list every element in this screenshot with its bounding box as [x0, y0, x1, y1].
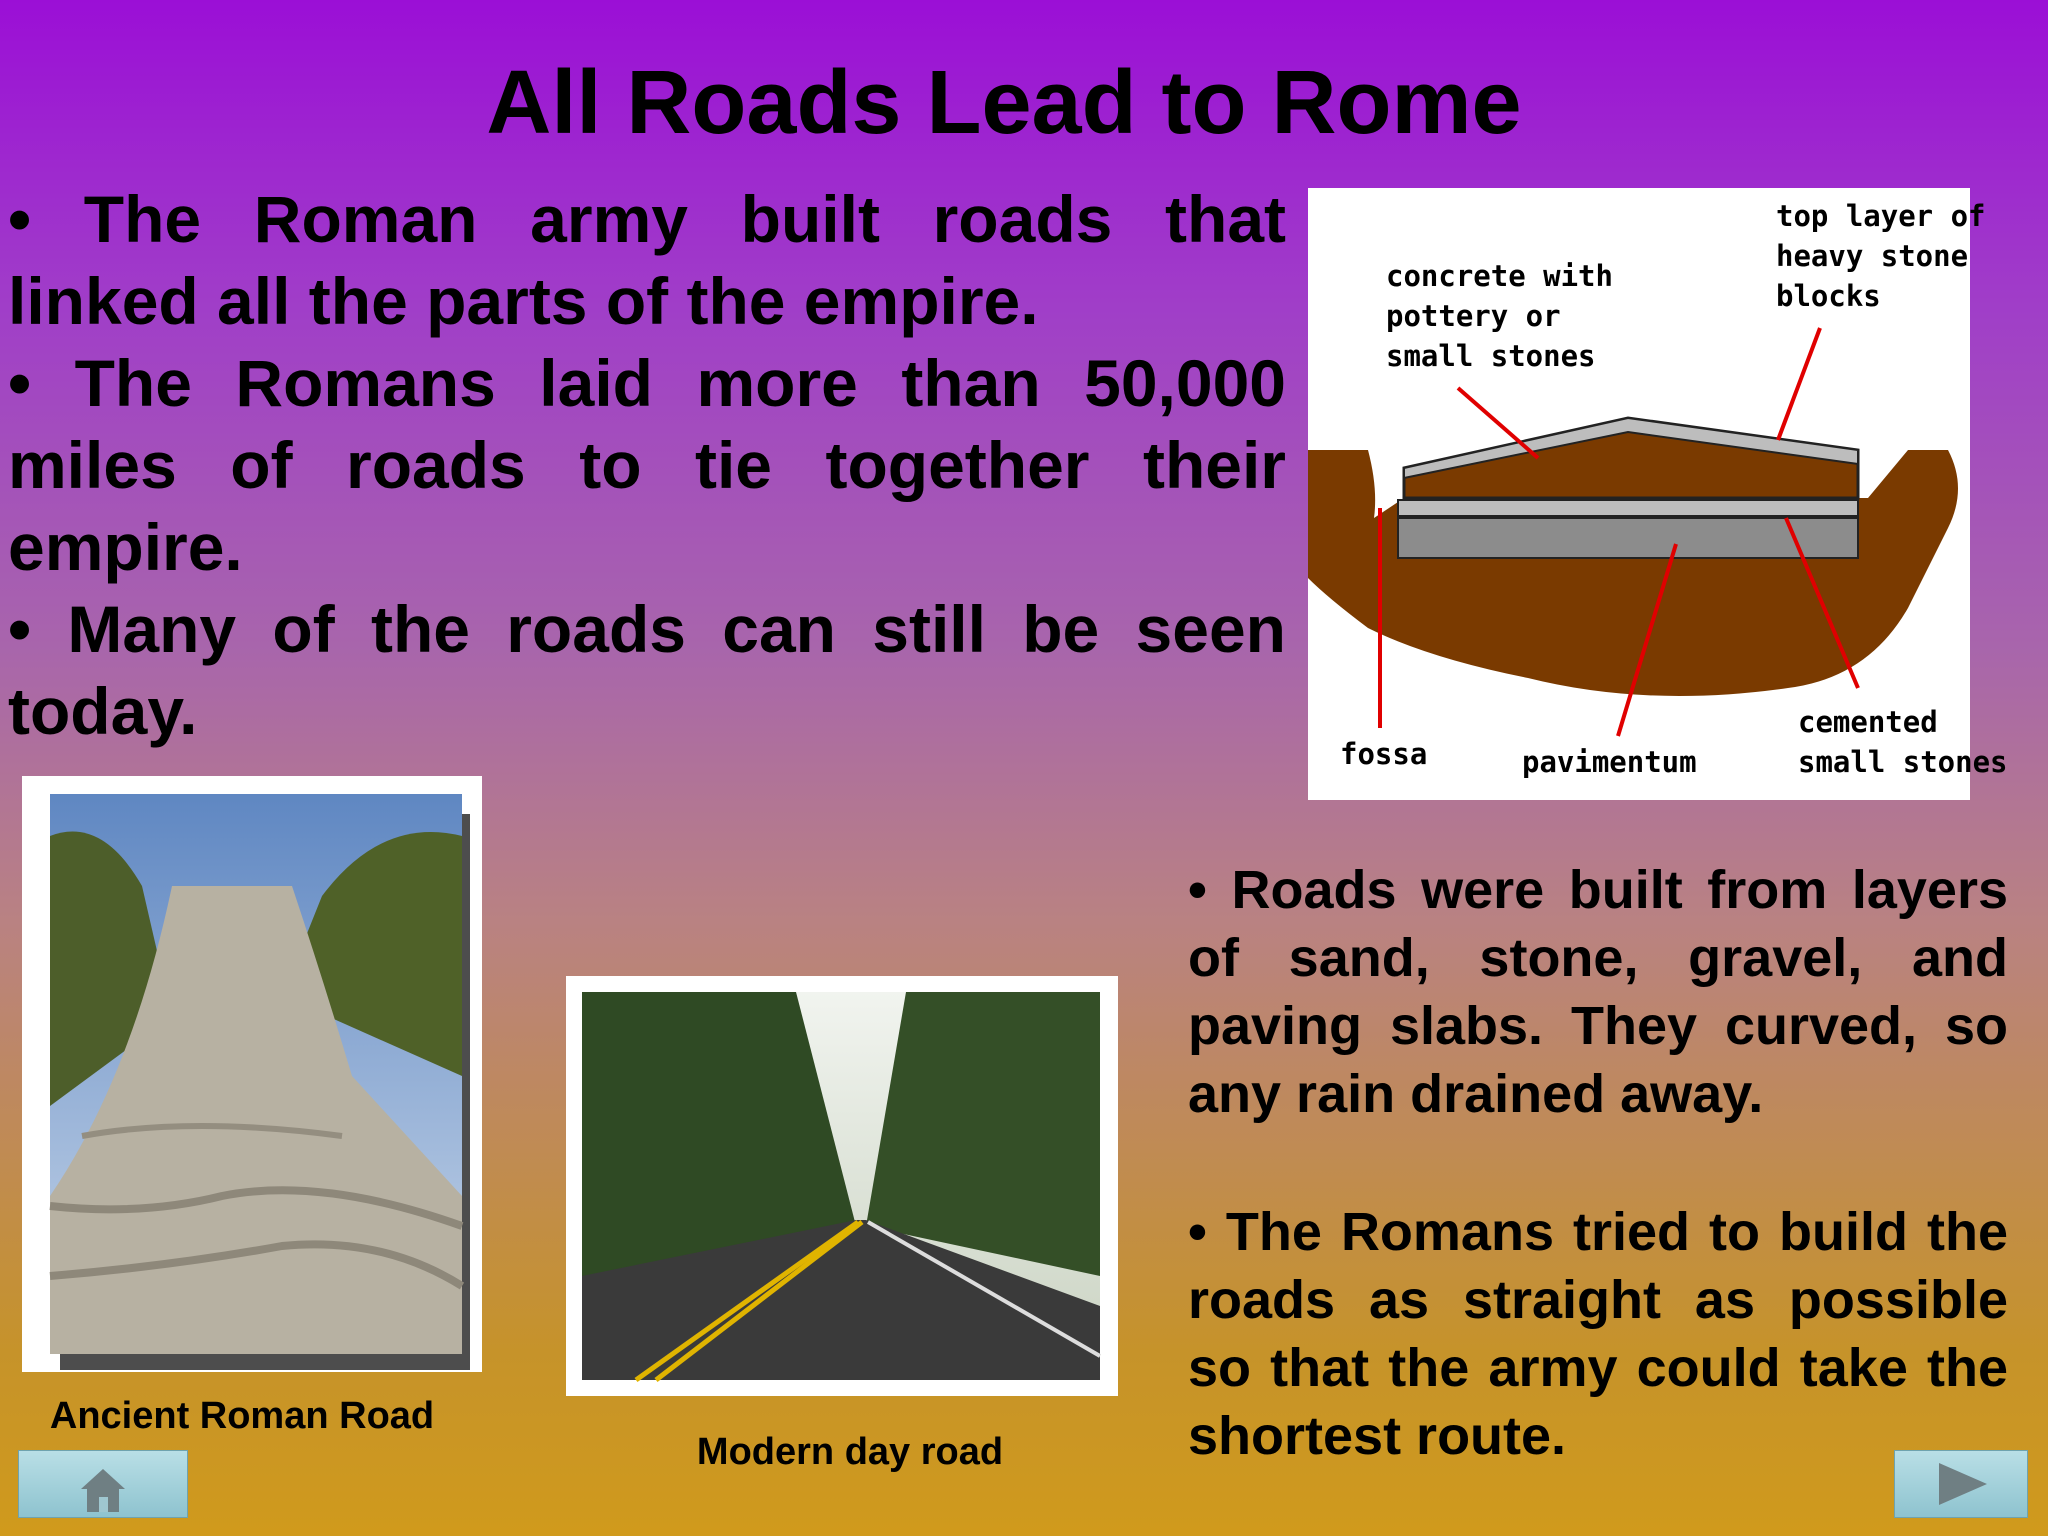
road-diagram-svg	[1308, 188, 2008, 800]
modern-road-photo	[566, 976, 1118, 1396]
bullet-roads-seen-today: • Many of the roads can still be seen today.	[8, 592, 1286, 748]
ancient-road-photo	[22, 776, 482, 1372]
ancient-road-caption: Ancient Roman Road	[49, 1395, 435, 1437]
label-top-line3: blocks	[1776, 279, 1881, 313]
label-concrete-line3: small stones	[1386, 339, 1596, 373]
bullet-straight-roads: • The Romans tried to build the roads as straight as possible so that the army could take the shortest route.	[1188, 1202, 2008, 1466]
pointer-top-layer	[1778, 328, 1820, 440]
modern-road-caption: Modern day road	[696, 1431, 1004, 1473]
label-fossa: fossa	[1340, 737, 1428, 771]
label-concrete-line1: concrete with	[1386, 259, 1613, 293]
bullet-army-roads: • The Roman army built roads that linked all the parts of the empire.	[8, 182, 1286, 338]
slide-title: All Roads Lead to Rome	[486, 53, 1522, 153]
label-concrete-line2: pottery or	[1386, 299, 1561, 333]
home-button[interactable]	[18, 1450, 188, 1518]
bullet-road-layers: • Roads were built from layers of sand, stone, gravel, and paving slabs. They curved, so any rain drained away.	[1188, 860, 2008, 1124]
label-cemented-line1: cemented	[1798, 705, 1938, 739]
ancient-road-image	[22, 776, 482, 1372]
bullet-miles-of-roads: • The Romans laid more than 50,000 miles of roads to tie together their empire.	[8, 346, 1286, 584]
pavimentum-layer	[1398, 500, 1858, 516]
label-pavimentum: pavimentum	[1522, 745, 1697, 779]
play-arrow-icon	[1895, 1451, 2027, 1517]
next-slide-button[interactable]	[1894, 1450, 2028, 1518]
home-icon	[19, 1451, 187, 1517]
road-cross-section-diagram	[1308, 188, 2008, 800]
label-top-line1: top layer of	[1776, 199, 1986, 233]
label-top-line2: heavy stone	[1776, 239, 1969, 273]
label-cemented-line2: small stones	[1798, 745, 2008, 779]
modern-road-image	[566, 976, 1118, 1396]
